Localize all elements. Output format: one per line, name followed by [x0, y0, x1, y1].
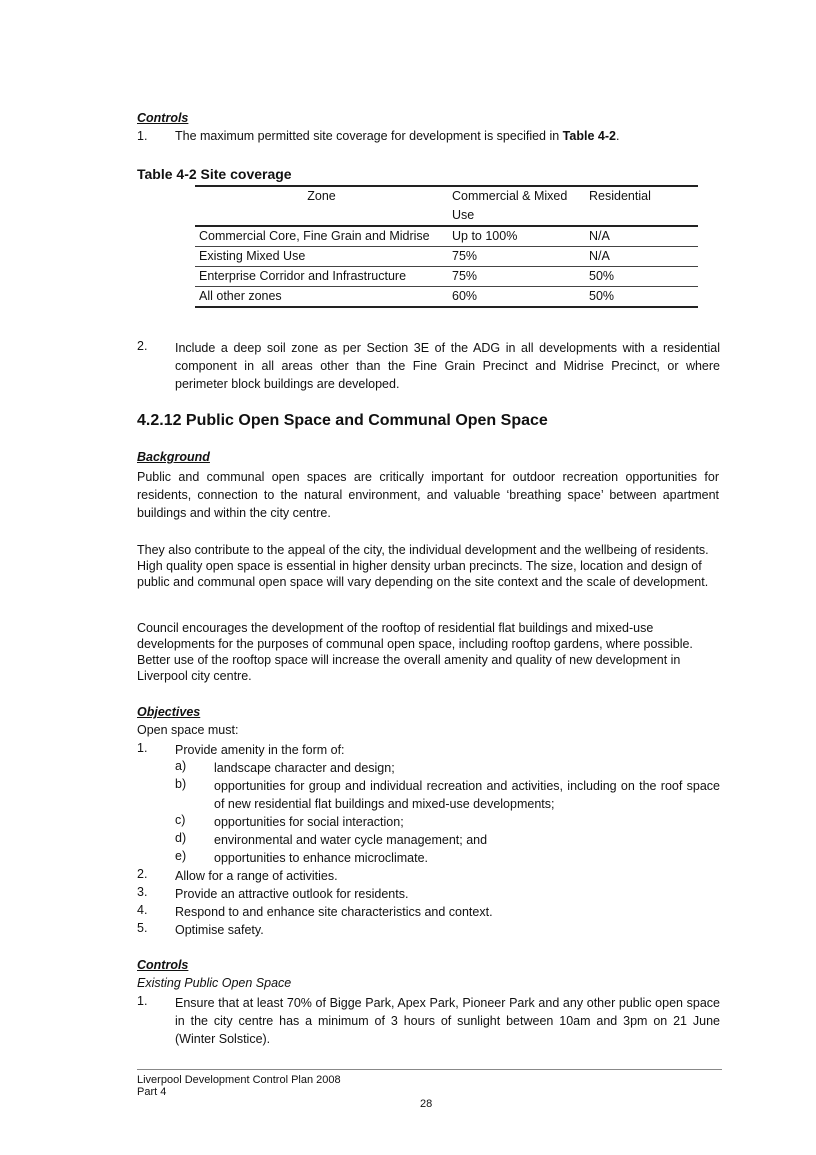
footer-title: Liverpool Development Control Plan 2008 — [137, 1074, 341, 1086]
controls-item-2: Include a deep soil zone as per Section 3E of the ADG in all developments with a residential component in all areas other than the Fine Grain Precinct and Midrise Precinct, or where perimeter block buildings are developed. — [175, 341, 720, 391]
objective-item: Provide an attractive outlook for residents. — [175, 887, 409, 901]
table-cell: Existing Mixed Use — [195, 247, 448, 267]
list-number: 1. — [137, 129, 148, 143]
objectives-heading: Objectives — [137, 705, 201, 719]
table-cell: 50% — [585, 287, 698, 308]
footer-part: Part 4 — [137, 1086, 167, 1098]
objective-item: Optimise safety. — [175, 923, 264, 937]
list-number: 2. — [137, 339, 148, 353]
objective-subitem: opportunities to enhance microclimate. — [214, 851, 429, 865]
item-end: . — [615, 129, 620, 143]
objective-subitem: opportunities for social interaction; — [214, 815, 404, 829]
page-number: 28 — [420, 1098, 433, 1110]
sublist-letter: a) — [175, 759, 187, 773]
header-residential: Residential — [585, 186, 698, 226]
controls-subheading: Existing Public Open Space — [137, 976, 292, 990]
header-zone: Zone — [195, 186, 448, 226]
section-heading: 4.2.12 Public Open Space and Communal Open Space — [137, 412, 548, 429]
footer-rule — [137, 1069, 722, 1070]
background-paragraph-2: They also contribute to the appeal of the city, the individual development and the wellbeing of residents. High quality open space is essential in higher density urban precincts. The size, location and design of public and communal open space will vary depending on the site context and the scale of development. — [137, 543, 709, 589]
item-text: The maximum permitted site coverage for development is specified in — [175, 129, 563, 143]
controls-heading-2: Controls — [137, 958, 189, 972]
controls-item-1 — [175, 129, 619, 143]
list-number: 4. — [137, 903, 148, 917]
table-cell: Enterprise Corridor and Infrastructure — [195, 267, 448, 287]
background-heading: Background — [137, 450, 210, 464]
table-cell: 50% — [585, 267, 698, 287]
table-reference: Table 4-2 — [562, 129, 616, 143]
sublist-letter: c) — [175, 813, 186, 827]
background-paragraph-3: Council encourages the development of the rooftop of residential flat buildings and mixed-use developments for the purposes of communal open space, including rooftop gardens, where possible. Better use of the rooftop space will increase the overall amenity and quality of new development in Liverpool city centre. — [137, 621, 693, 683]
header-commercial: Commercial & Mixed Use — [448, 186, 585, 226]
objective-subitem: environmental and water cycle management; and — [214, 833, 488, 847]
table-cell: Up to 100% — [448, 226, 585, 247]
table-cell: All other zones — [195, 287, 448, 308]
list-number: 3. — [137, 885, 148, 899]
controls-heading: Controls — [137, 111, 189, 125]
table-cell: 75% — [448, 247, 585, 267]
sublist-letter: b) — [175, 777, 187, 791]
list-number: 1. — [137, 994, 148, 1008]
list-number: 5. — [137, 921, 148, 935]
list-number: 1. — [137, 741, 148, 755]
objective-subitem: landscape character and design; — [214, 761, 395, 775]
controls-item: Ensure that at least 70% of Bigge Park, Apex Park, Pioneer Park and any other public open space in the city centre has a minimum of 3 hours of sunlight between 10am and 3pm on 21 June (Winter Solstice). — [175, 996, 720, 1046]
table-cell: Commercial Core, Fine Grain and Midrise — [195, 226, 448, 247]
objective-subitem: opportunities for group and individual recreation and activities, including on the roof space of new residential flat buildings and mixed-use developments; — [214, 779, 720, 811]
table-cell: 75% — [448, 267, 585, 287]
objectives-intro: Open space must: — [137, 723, 239, 737]
table-cell: N/A — [585, 226, 698, 247]
objective-item: Provide amenity in the form of: — [175, 743, 345, 757]
list-number: 2. — [137, 867, 148, 881]
table-title: Table 4-2 Site coverage — [137, 166, 292, 182]
background-paragraph-1: Public and communal open spaces are critically important for outdoor recreation opportunities for residents, connection to the natural environment, and valuable ‘breathing space’ between apartment buildings and within the city centre. — [137, 470, 719, 520]
sublist-letter: e) — [175, 849, 187, 863]
site-coverage-table — [195, 185, 698, 308]
objective-item: Respond to and enhance site characteristics and context. — [175, 905, 493, 919]
objective-item: Allow for a range of activities. — [175, 869, 338, 883]
table-cell: N/A — [585, 247, 698, 267]
table-cell: 60% — [448, 287, 585, 308]
sublist-letter: d) — [175, 831, 187, 845]
